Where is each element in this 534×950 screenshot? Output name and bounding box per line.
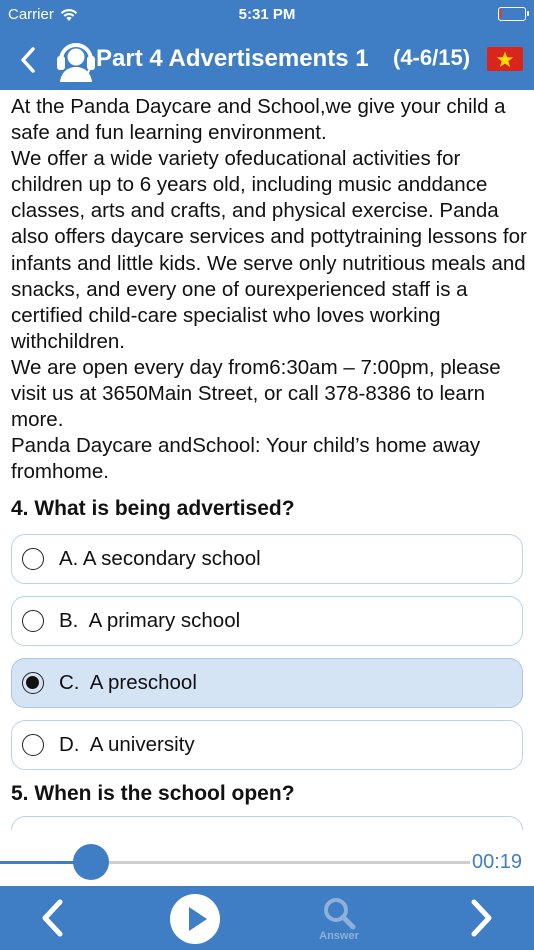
audio-progress-track[interactable] (0, 861, 470, 864)
next-button[interactable] (462, 894, 502, 942)
radio-button[interactable] (22, 734, 44, 756)
answer-label: Answer (319, 930, 359, 942)
star-icon (487, 47, 523, 71)
option-label: D. A university (59, 733, 195, 756)
radio-button[interactable] (22, 672, 44, 694)
radio-button[interactable] (22, 548, 44, 570)
chevron-left-icon (20, 47, 36, 73)
play-button[interactable] (169, 893, 221, 945)
nav-bar (0, 30, 534, 90)
bottom-toolbar (0, 886, 534, 950)
option-d[interactable] (11, 720, 523, 770)
reading-passage: At the Panda Daycare and School,we give your child a safe and fun learning environment. We offer a wide variety ofeducational activities for children up to 6 years old, including music anddance classes, arts and crafts, and physical exercise. Panda also offers daycare services and pottytraining lessons for infants and little kids. We serve only nutritious meals and snacks, and every one of ourexperienced staff is a certified child-care specialist who loves working withchildren. We are open every day from6:30am – 7:00pm, please visit us at 3650Main Street, or call 378-8386 to learn more. Panda Daycare andSchool: Your child’s home away fromhome. (11, 95, 527, 484)
carrier-label: Carrier (8, 6, 54, 23)
option-c[interactable] (11, 658, 523, 708)
page-title: Part 4 Advertisements 1 (96, 45, 369, 72)
option-label: C. A preschool (59, 671, 197, 694)
radio-button[interactable] (22, 610, 44, 632)
battery-level (500, 9, 502, 18)
answer-button[interactable] (313, 894, 365, 944)
play-icon (169, 893, 221, 945)
option-label: B. A primary school (59, 609, 241, 632)
question-4: 4. What is being advertised? (11, 497, 295, 520)
status-bar (0, 0, 534, 30)
previous-button[interactable] (32, 894, 72, 942)
radio-dot (26, 676, 39, 689)
option-a[interactable] (11, 534, 523, 584)
headset-icon (54, 36, 98, 84)
audio-scrubber-handle[interactable] (73, 844, 109, 880)
back-button[interactable] (14, 44, 42, 76)
clock: 5:31 PM (238, 6, 296, 23)
chevron-left-icon (40, 899, 64, 937)
battery-icon (498, 7, 526, 21)
question-5: 5. When is the school open? (11, 782, 295, 805)
option-label: A. A secondary school (59, 547, 261, 570)
vietnam-flag-icon[interactable] (487, 47, 523, 71)
option-b[interactable] (11, 596, 523, 646)
chevron-right-icon (470, 899, 494, 937)
question-range: (4-6/15) (393, 45, 471, 70)
search-icon (321, 896, 357, 930)
elapsed-time: 00:19 (472, 851, 523, 873)
